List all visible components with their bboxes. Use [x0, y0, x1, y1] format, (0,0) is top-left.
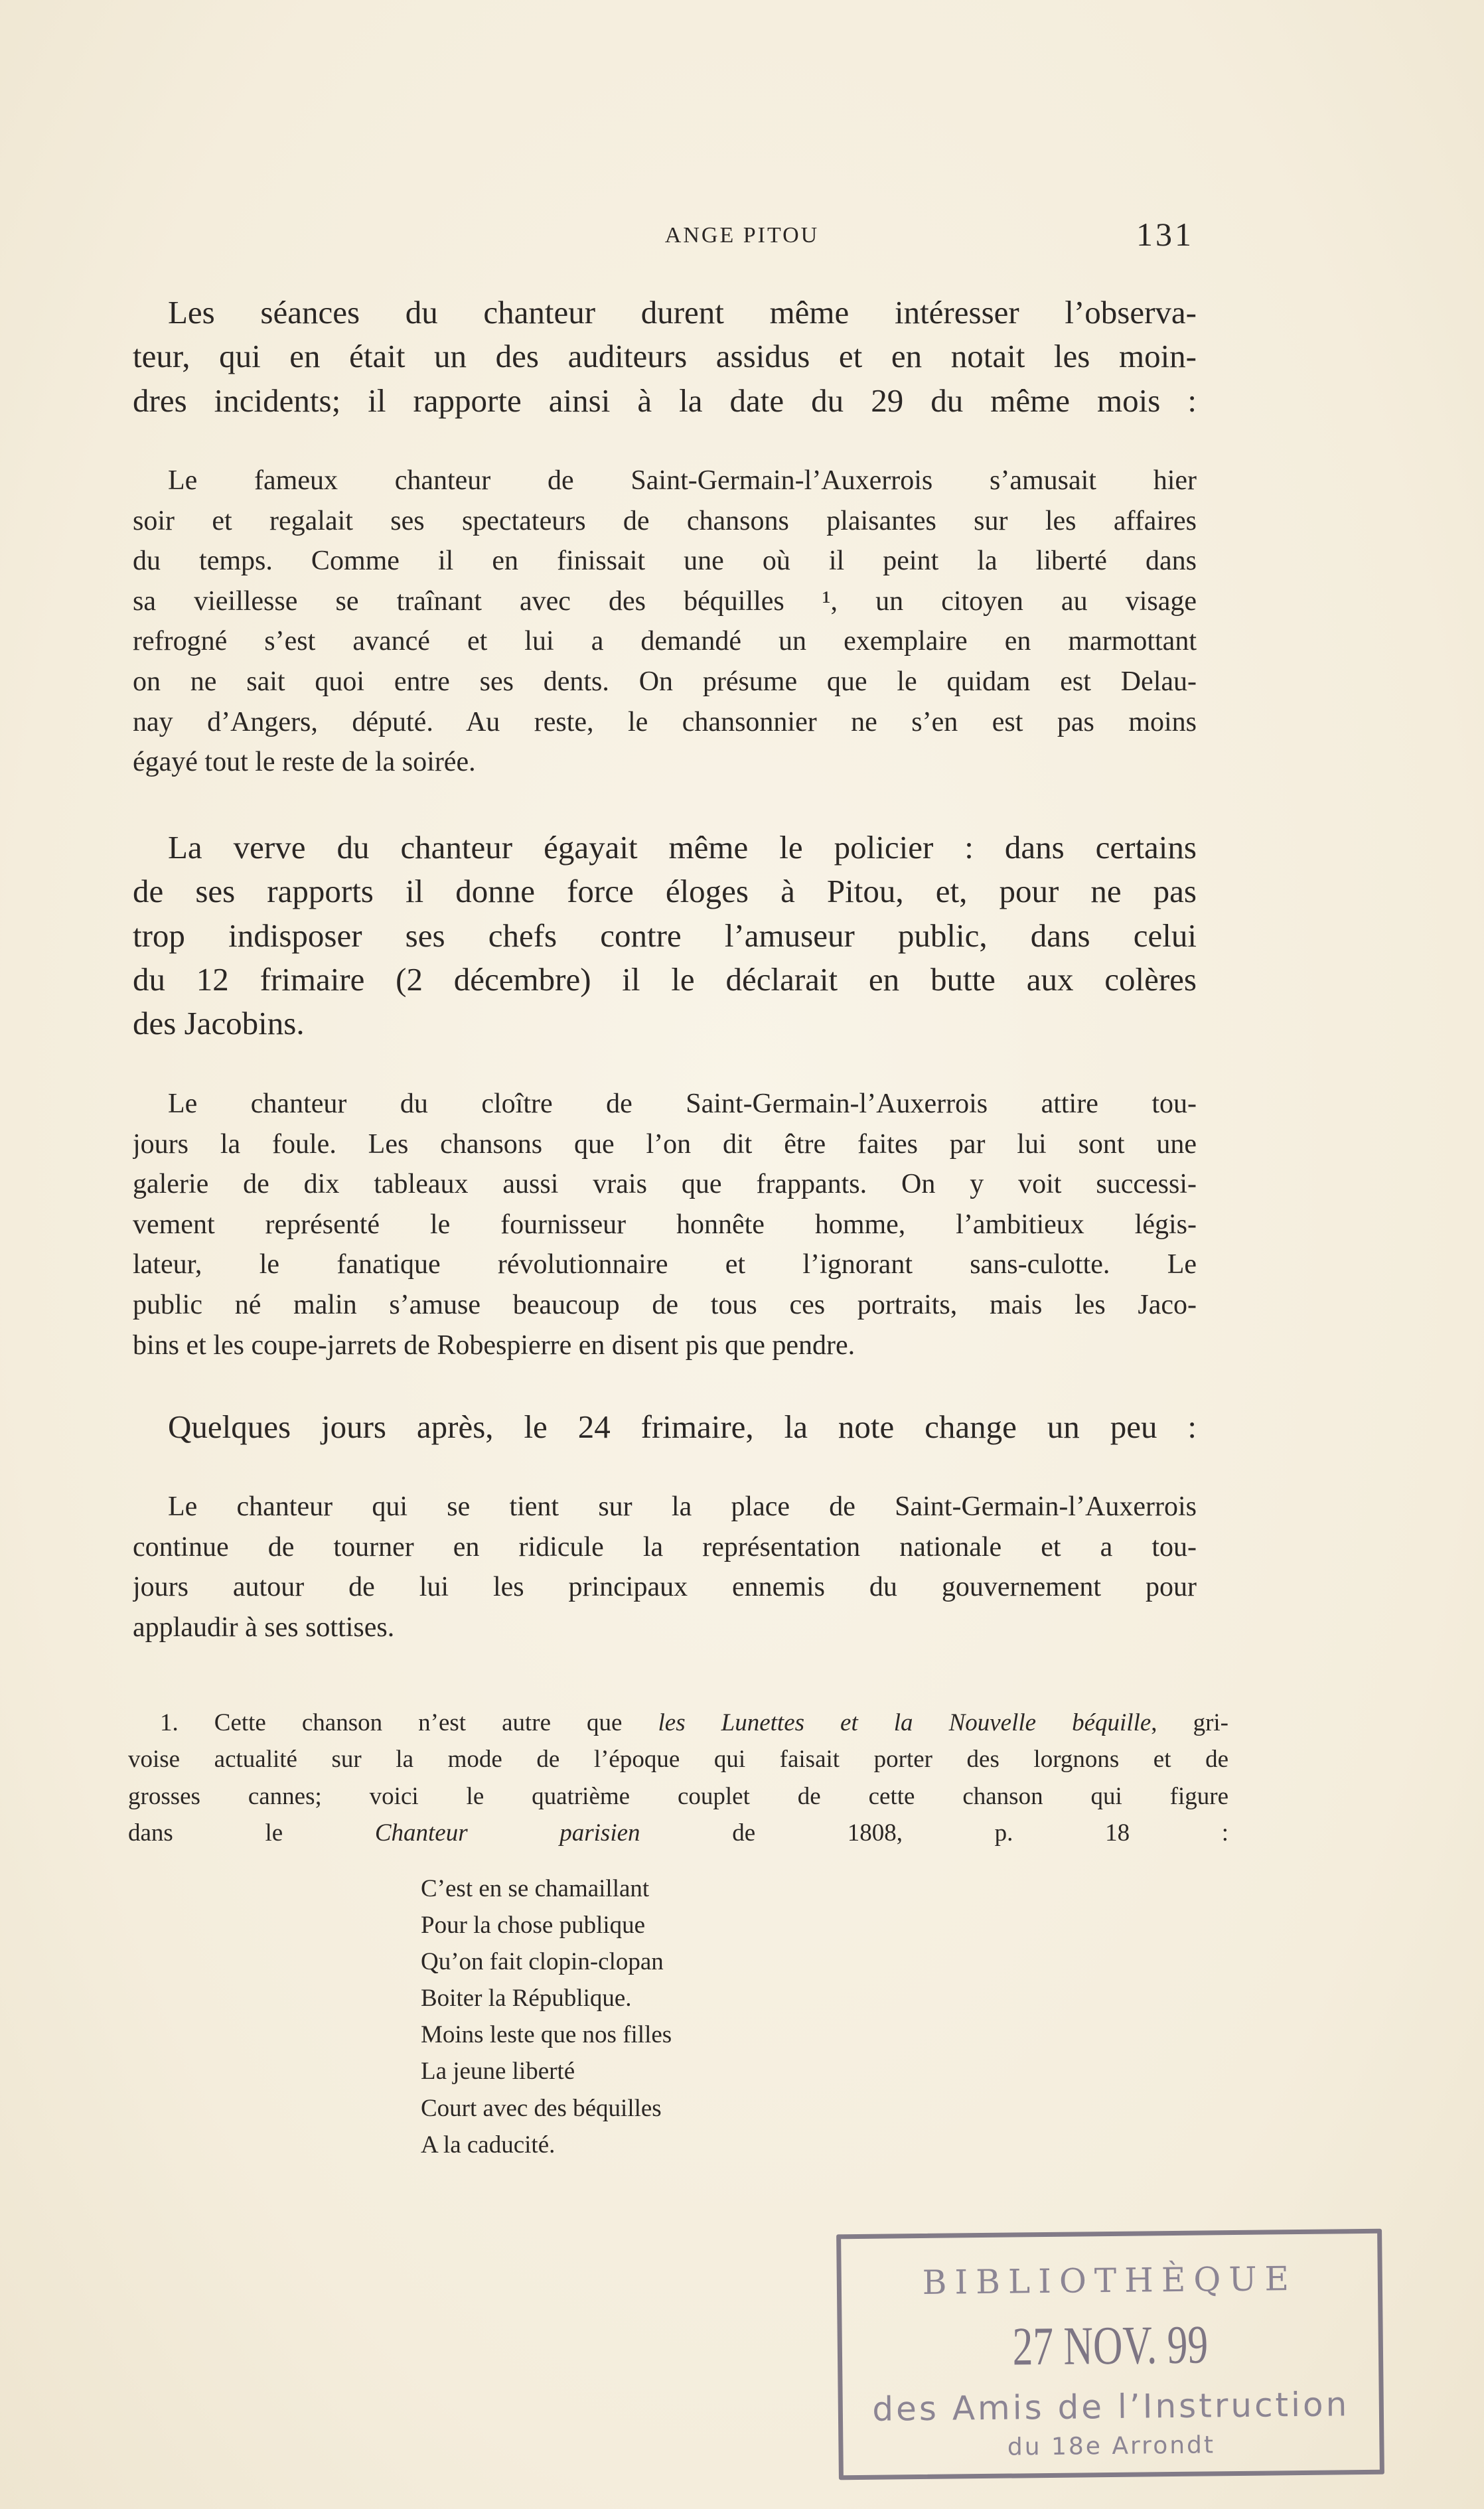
text-line: lateur, le fanatique révolutionnaire et l’ignorant sans-culotte. Le — [133, 1249, 1197, 1280]
footnote-text: dans le — [128, 1819, 375, 1847]
text-line: La verve du chanteur égayait même le policier : dans certains — [168, 829, 1197, 866]
footnote — [128, 1705, 1228, 1852]
footnote-text: 1. Cette chanson n’est autre que — [160, 1709, 658, 1736]
text-line: Quelques jours après, le 24 frimaire, la note change un peu : — [168, 1408, 1197, 1445]
text-line: du 12 frimaire (2 décembre) il le déclarait en butte aux colères — [133, 960, 1197, 998]
text-line: teur, qui en était un des auditeurs assidus et en notait les moin- — [133, 338, 1197, 375]
poem-line: A la caducité. — [421, 2131, 556, 2159]
text-line: Le chanteur du cloître de Saint-Germain-l’Auxerrois attire tou- — [168, 1089, 1197, 1119]
poem-line: Boiter la République. — [421, 1985, 632, 2013]
footnote-text: voise actualité sur la mode de l’époque qui faisait porter des lorgnons et de — [128, 1746, 1228, 1774]
footnote-line — [128, 1705, 1228, 1741]
footnote-line — [128, 1778, 1228, 1815]
text-line: soir et regalait ses spectateurs de chansons plaisantes sur les affaires — [133, 505, 1197, 536]
text-line: égayé tout le reste de la soirée. — [133, 747, 476, 778]
poem-line: C’est en se chamaillant — [421, 1875, 650, 1902]
italic-title: les Lunettes et la Nouvelle béquille — [658, 1709, 1151, 1736]
text-line: jours autour de lui les principaux ennemis du gouvernement pour — [133, 1572, 1197, 1603]
poem-line: Qu’on fait clopin-clopan — [421, 1948, 664, 1976]
text-line: sa vieillesse se traînant avec des béquilles ¹, un citoyen au visage — [133, 585, 1197, 617]
text-line: public né malin s’amuse beaucoup de tous ces portraits, mais les Jaco- — [133, 1289, 1197, 1320]
text-line: jours la foule. Les chansons que l’on dit être faites par lui sont une — [133, 1128, 1197, 1160]
text-line: on ne sait quoi entre ses dents. On présume que le quidam est Delau- — [133, 666, 1197, 697]
paragraph-3 — [133, 1405, 1197, 1449]
footnote-text: , gri- — [1151, 1709, 1228, 1736]
text-line: des Jacobins. — [133, 1005, 305, 1042]
poem-line: Court avec des béquilles — [421, 2094, 662, 2122]
poem-stanza — [421, 1870, 672, 2163]
text-line: nay d’Angers, député. Au reste, le chansonnier ne s’en est pas moins — [133, 706, 1197, 737]
poem-line: Moins leste que nos filles — [421, 2021, 672, 2049]
footnote-text: grosses cannes; voici le quatrième couplet de cette chanson qui figure — [128, 1782, 1228, 1810]
stamp-title: BIBLIOTHÈQUE — [922, 2259, 1298, 2302]
text-line: trop indisposer ses chefs contre l’amuseur public, dans celui — [133, 917, 1197, 954]
text-line: refrogné s’est avancé et lui a demandé un exemplaire en marmottant — [133, 626, 1197, 657]
running-title: ANGE PITOU — [664, 223, 820, 248]
stamp-date: 27 NOV. 99 — [1012, 2314, 1209, 2377]
paragraph-1 — [133, 291, 1197, 423]
paragraph-2 — [133, 826, 1197, 1045]
text-line: dres incidents; il rapporte ainsi à la date du 29 du même mois : — [133, 382, 1197, 419]
text-line: continue de tourner en ridicule la représentation nationale et a tou- — [133, 1531, 1197, 1562]
quote-3 — [133, 1487, 1197, 1647]
quote-1 — [133, 461, 1197, 783]
library-stamp — [836, 2229, 1384, 2480]
text-line: de ses rapports il donne force éloges à Pitou, et, pour ne pas — [133, 873, 1197, 910]
footnote-line — [128, 1741, 1228, 1778]
poem-line: La jeune liberté — [421, 2058, 575, 2086]
text-line: Le chanteur qui se tient sur la place de Saint-Germain-l’Auxerrois — [168, 1491, 1197, 1522]
text-line: Le fameux chanteur de Saint-Germain-l’Auxerrois s’amusait hier — [168, 465, 1197, 496]
text-line: bins et les coupe-jarrets de Robespierre en disent pis que pendre. — [133, 1330, 855, 1361]
page-number: 131 — [1136, 216, 1194, 253]
italic-title: Chanteur parisien — [374, 1819, 640, 1847]
text-line: applaudir à ses sottises. — [133, 1612, 395, 1643]
footnote-line — [128, 1815, 1228, 1851]
text-line: Les séances du chanteur durent même intéresser l’observa- — [168, 294, 1197, 331]
quote-2 — [133, 1084, 1197, 1365]
stamp-district: du 18e Arrondt — [1007, 2431, 1216, 2461]
text-line: du temps. Comme il en finissait une où il peint la liberté dans — [133, 546, 1197, 577]
footnote-text: de 1808, p. 18 : — [640, 1819, 1228, 1847]
poem-line: Pour la chose publique — [421, 1912, 646, 1939]
stamp-society: des Amis de l’Instruction — [872, 2385, 1350, 2429]
text-line: vement représenté le fournisseur honnête homme, l’ambitieux légis- — [133, 1209, 1197, 1240]
text-line: galerie de dix tableaux aussi vrais que frappants. On y voit successi- — [133, 1169, 1197, 1200]
